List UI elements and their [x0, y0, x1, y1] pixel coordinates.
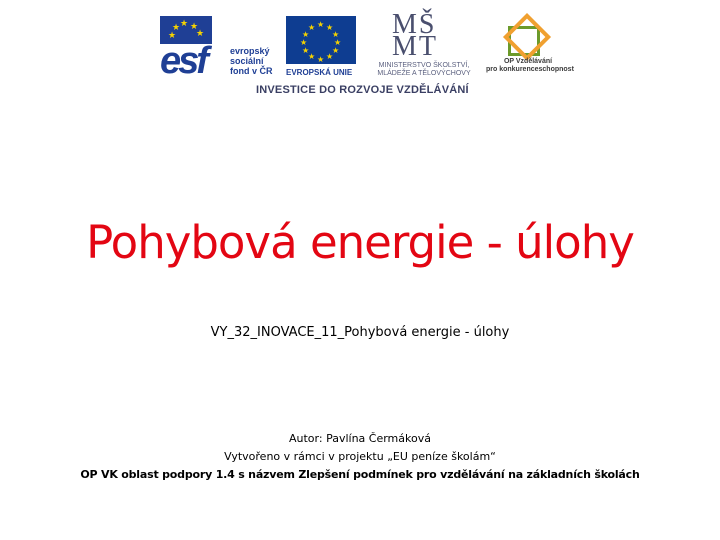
eu-logo — [286, 16, 358, 78]
star-icon: ★ — [308, 23, 316, 32]
esf-letters: esf — [160, 40, 206, 82]
esf-caption-line: sociální — [230, 56, 264, 66]
msmt-caption-line: MINISTERSTVO ŠKOLSTVÍ, — [378, 62, 470, 69]
op-logo — [486, 14, 574, 80]
eu-caption: EVROPSKÁ UNIE — [286, 68, 353, 77]
esf-logo — [160, 16, 278, 82]
star-icon: ★ — [302, 46, 310, 55]
eu-flag — [286, 16, 356, 64]
program-line: OP VK oblast podpory 1.4 s názvem Zlepšení podmínek pro vzdělávání na základních školách — [80, 468, 640, 481]
msmt-caption-line: MLÁDEŽE A TĚLOVÝCHOVY — [377, 70, 471, 77]
msmt-mark-bottom: MT — [392, 31, 438, 62]
op-caption-line: OP Vzdělávání — [503, 58, 553, 65]
op-caption — [486, 58, 574, 74]
msmt-mark — [392, 9, 438, 62]
star-icon: ★ — [190, 21, 199, 31]
star-icon: ★ — [180, 18, 189, 28]
star-icon: ★ — [300, 38, 308, 47]
msmt-caption — [360, 62, 488, 78]
project-line: Vytvořeno v rámci v projektu „EU peníze školám“ — [224, 450, 496, 463]
esf-caption — [230, 46, 273, 76]
author-line: Autor: Pavlína Čermáková — [289, 432, 431, 445]
msmt-mark-top: MŠ — [392, 9, 437, 40]
star-icon: ★ — [172, 22, 181, 32]
footer — [0, 430, 720, 484]
page-subtitle: VY_32_INOVACE_11_Pohybová energie - úlohy — [210, 325, 510, 340]
esf-caption-line: fond v ČR — [230, 66, 273, 76]
star-icon: ★ — [196, 28, 205, 38]
esf-caption-line: evropský — [230, 46, 270, 56]
page-title: Pohybová energie - úlohy — [86, 216, 634, 269]
msmt-logo — [360, 9, 488, 80]
star-icon: ★ — [332, 46, 340, 55]
op-caption-line: pro konkurenceschopnost — [486, 66, 574, 73]
star-icon: ★ — [326, 52, 334, 61]
star-icon: ★ — [168, 30, 177, 40]
star-icon: ★ — [334, 38, 342, 47]
logo-strip — [160, 9, 574, 100]
star-icon: ★ — [332, 30, 340, 39]
logo-tagline: INVESTICE DO ROZVOJE VZDĚLÁVÁNÍ — [256, 84, 469, 96]
star-icon: ★ — [317, 20, 325, 29]
star-icon: ★ — [317, 55, 325, 64]
star-icon: ★ — [326, 23, 334, 32]
star-icon: ★ — [308, 52, 316, 61]
star-icon: ★ — [302, 30, 310, 39]
